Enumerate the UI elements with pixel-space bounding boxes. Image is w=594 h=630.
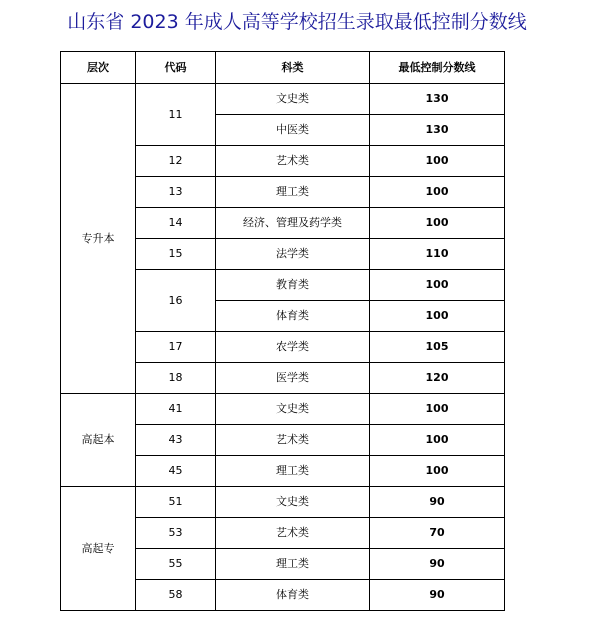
code-cell: 51	[136, 487, 216, 518]
subject-cell: 农学类	[216, 332, 370, 363]
subject-cell: 经济、管理及药学类	[216, 208, 370, 239]
header-score: 最低控制分数线	[370, 52, 505, 84]
score-cell: 100	[370, 177, 505, 208]
code-cell: 16	[136, 270, 216, 332]
page-title: 山东省 2023 年成人高等学校招生录取最低控制分数线	[67, 11, 527, 33]
table-row	[61, 394, 505, 425]
code-cell: 17	[136, 332, 216, 363]
subject-cell: 体育类	[216, 301, 370, 332]
score-cell: 70	[370, 518, 505, 549]
header-level: 层次	[61, 52, 136, 84]
score-cell: 120	[370, 363, 505, 394]
score-cell: 100	[370, 425, 505, 456]
level-cell: 高起本	[61, 394, 136, 487]
subject-cell: 医学类	[216, 363, 370, 394]
score-table	[60, 51, 505, 611]
level-cell: 高起专	[61, 487, 136, 611]
score-cell: 100	[370, 208, 505, 239]
table-row	[61, 84, 505, 115]
code-cell: 45	[136, 456, 216, 487]
code-cell: 15	[136, 239, 216, 270]
subject-cell: 理工类	[216, 177, 370, 208]
score-cell: 100	[370, 301, 505, 332]
subject-cell: 艺术类	[216, 518, 370, 549]
score-cell: 100	[370, 270, 505, 301]
subject-cell: 体育类	[216, 580, 370, 611]
code-cell: 55	[136, 549, 216, 580]
score-cell: 100	[370, 146, 505, 177]
subject-cell: 文史类	[216, 84, 370, 115]
table-row	[61, 487, 505, 518]
subject-cell: 法学类	[216, 239, 370, 270]
subject-cell: 艺术类	[216, 425, 370, 456]
subject-cell: 文史类	[216, 394, 370, 425]
code-cell: 43	[136, 425, 216, 456]
score-cell: 90	[370, 549, 505, 580]
code-cell: 14	[136, 208, 216, 239]
score-cell: 90	[370, 487, 505, 518]
score-cell: 130	[370, 84, 505, 115]
subject-cell: 中医类	[216, 115, 370, 146]
code-cell: 58	[136, 580, 216, 611]
code-cell: 41	[136, 394, 216, 425]
code-cell: 12	[136, 146, 216, 177]
code-cell: 18	[136, 363, 216, 394]
score-cell: 105	[370, 332, 505, 363]
header-subject: 科类	[216, 52, 370, 84]
subject-cell: 理工类	[216, 456, 370, 487]
score-cell: 110	[370, 239, 505, 270]
score-cell: 90	[370, 580, 505, 611]
subject-cell: 理工类	[216, 549, 370, 580]
code-cell: 53	[136, 518, 216, 549]
subject-cell: 文史类	[216, 487, 370, 518]
table-header-row	[61, 52, 505, 84]
score-cell: 130	[370, 115, 505, 146]
level-cell: 专升本	[61, 84, 136, 394]
score-cell: 100	[370, 456, 505, 487]
subject-cell: 艺术类	[216, 146, 370, 177]
score-cell: 100	[370, 394, 505, 425]
code-cell: 13	[136, 177, 216, 208]
header-code: 代码	[136, 52, 216, 84]
subject-cell: 教育类	[216, 270, 370, 301]
code-cell: 11	[136, 84, 216, 146]
